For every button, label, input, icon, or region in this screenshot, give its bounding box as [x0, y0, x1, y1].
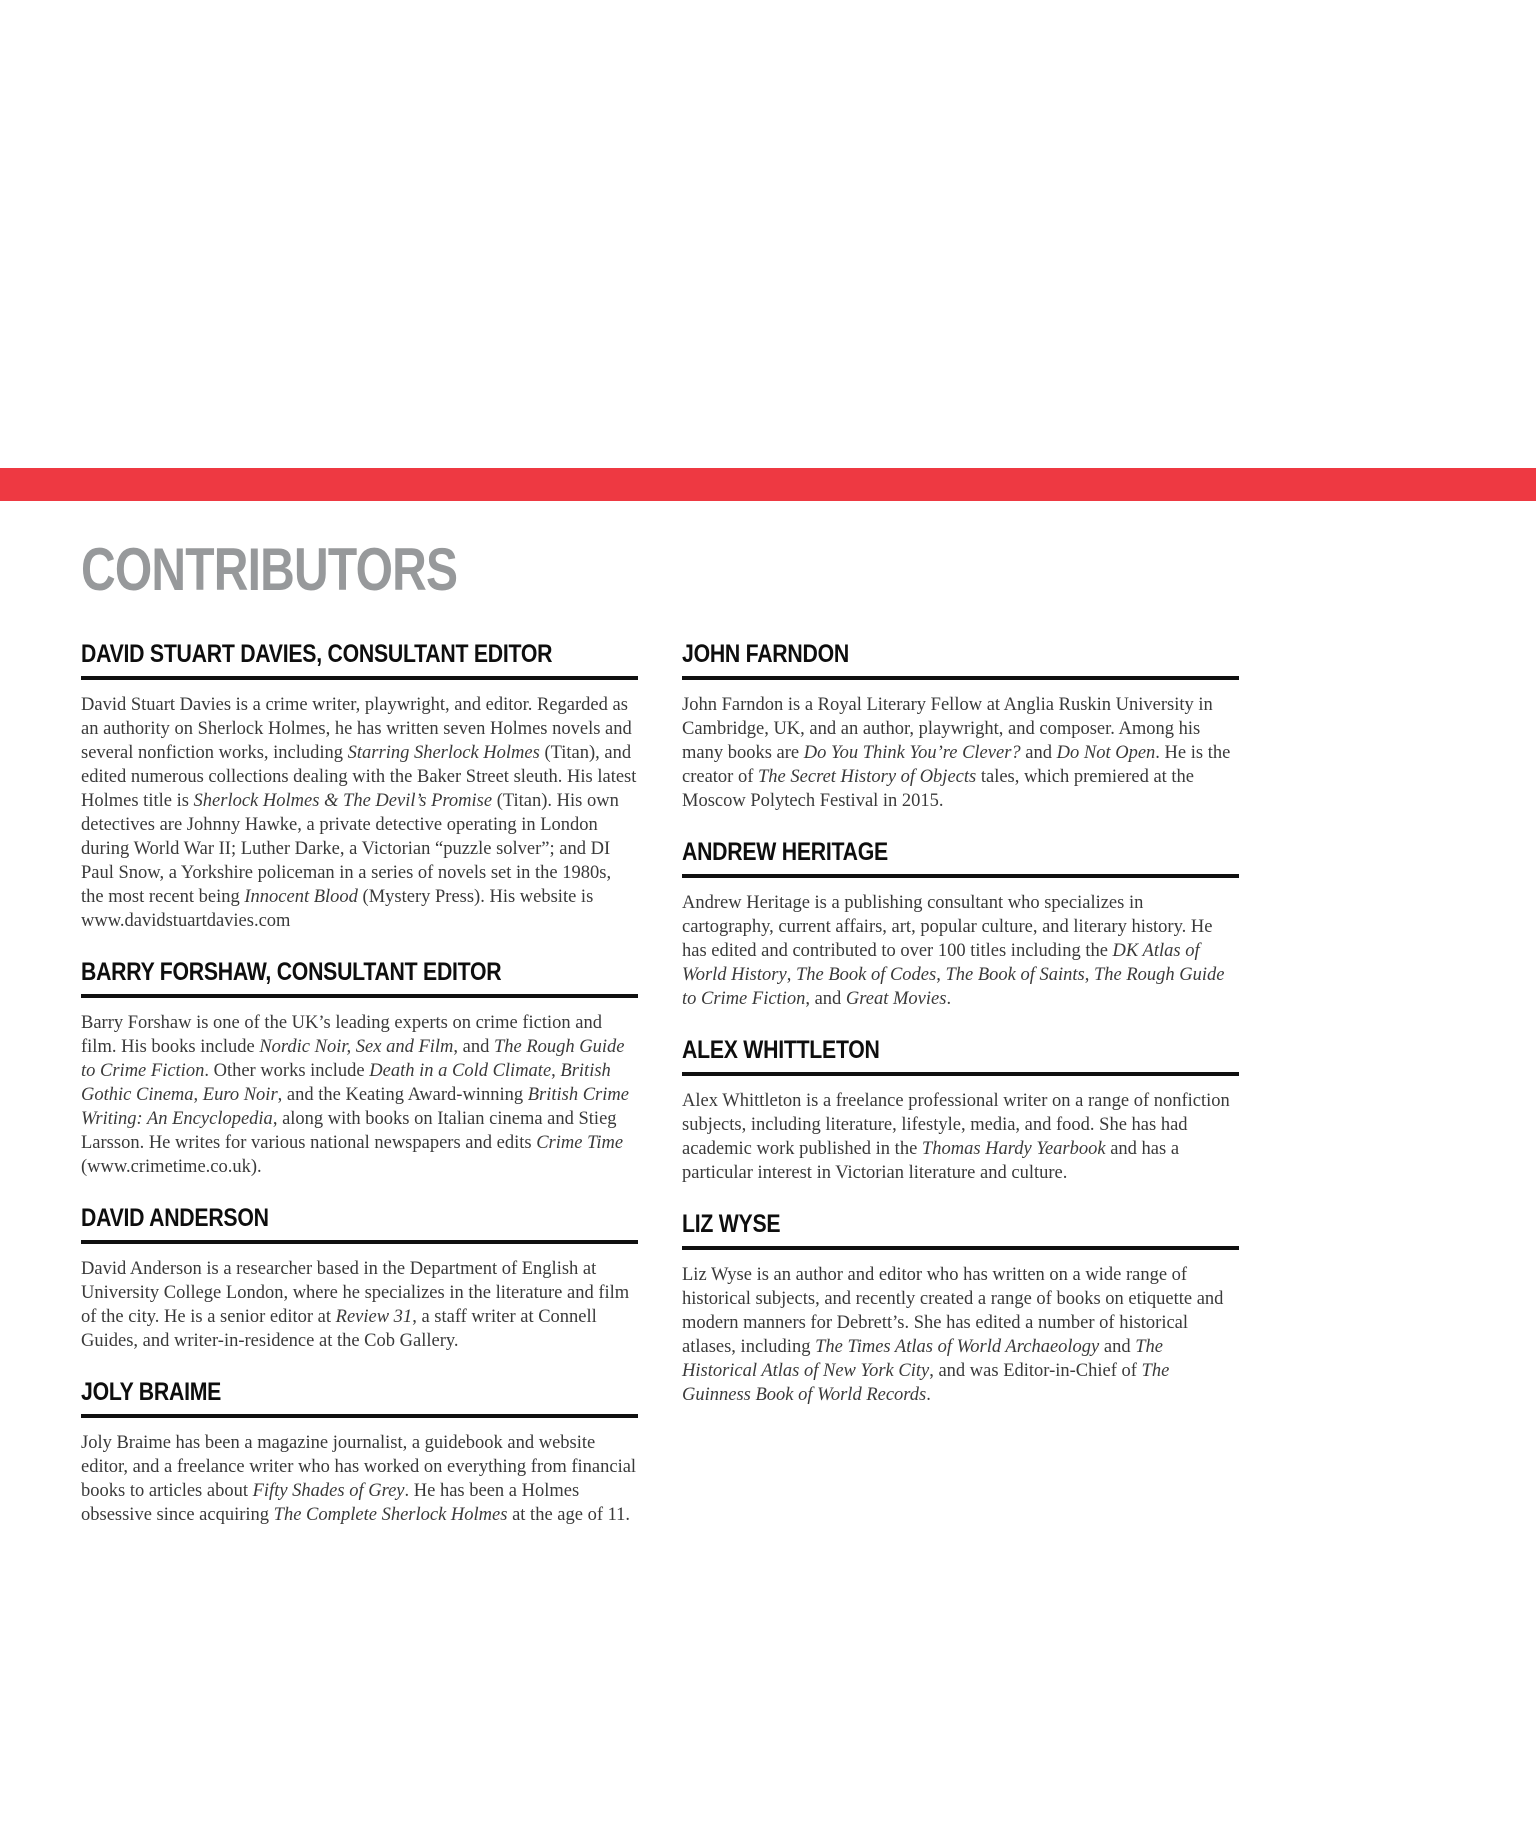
red-accent-band: [0, 468, 1536, 501]
contributor-name-heading: JOHN FARNDON: [682, 640, 849, 668]
contributor-name-heading: LIZ WYSE: [682, 1210, 781, 1238]
contributor-name-heading: ALEX WHITTLETON: [682, 1036, 880, 1064]
contributor-name-heading: DAVID STUART DAVIES, CONSULTANT EDITOR: [81, 640, 553, 668]
contributor-name-heading: ANDREW HERITAGE: [682, 838, 888, 866]
page-title: CONTRIBUTORS: [81, 536, 458, 603]
contributor-bio: Liz Wyse is an author and editor who has written on a wide range of historical subjects, and recently created a range of books on etiquette and modern manners for Debrett’s. She has edited a number of historical atlases, including The Times Atlas of World Archaeology and The Historical Atlas of New York City, and was Editor-in-Chief of The Guinness Book of World Records.: [682, 1265, 1224, 1405]
section-barry-forshaw: [81, 960, 638, 1179]
heading-rule: [682, 676, 1239, 680]
contributor-bio: David Stuart Davies is a crime writer, playwright, and editor. Regarded as an authority on Sherlock Holmes, he has written seven Holmes novels and several nonfiction works, including Starring Sherlock Holmes (Titan), and edited numerous collections dealing with the Baker Street sleuth. His latest Holmes title is Sherlock Holmes & The Devil’s Promise (Titan). His own detectives are Johnny Hawke, a private detective operating in London during World War II; Luther Darke, a Victorian “puzzle solver”; and DI Paul Snow, a Yorkshire policeman in a series of novels set in the 1980s, the most recent being Innocent Blood (Mystery Press). His website is www.davidstuartdavies.com: [81, 695, 637, 931]
contributor-bio: Barry Forshaw is one of the UK’s leading experts on crime fiction and film. His books include Nordic Noir, Sex and Film, and The Rough Guide to Crime Fiction. Other works include Death in a Cold Climate, British Gothic Cinema, Euro Noir, and the Keating Award-winning British Crime Writing: An Encyclopedia, along with books on Italian cinema and Stieg Larsson. He writes for various national newspapers and edits Crime Time (www.crimetime.co.uk).: [81, 1013, 629, 1177]
section-liz-wyse: [682, 1212, 1239, 1407]
page-content: [81, 536, 1239, 1554]
section-david-anderson: [81, 1206, 638, 1353]
heading-rule: [682, 1246, 1239, 1250]
contributor-bio: Andrew Heritage is a publishing consultant who specializes in cartography, current affairs, art, popular culture, and literary history. He has edited and contributed to over 100 titles including the DK Atlas of World History, The Book of Codes, The Book of Saints, The Rough Guide to Crime Fiction, and Great Movies.: [682, 893, 1225, 1009]
section-david-stuart-davies: [81, 642, 638, 933]
heading-rule: [81, 994, 638, 998]
two-column-layout: [81, 642, 1239, 1554]
contributor-name-heading: BARRY FORSHAW, CONSULTANT EDITOR: [81, 958, 502, 986]
heading-rule: [81, 1240, 638, 1244]
heading-rule: [682, 1072, 1239, 1076]
heading-rule: [682, 874, 1239, 878]
right-column: [682, 642, 1239, 1554]
section-alex-whittleton: [682, 1038, 1239, 1185]
heading-rule: [81, 676, 638, 680]
heading-rule: [81, 1414, 638, 1418]
left-column: [81, 642, 638, 1554]
section-joly-braime: [81, 1380, 638, 1527]
section-john-farndon: [682, 642, 1239, 813]
contributor-bio: John Farndon is a Royal Literary Fellow at Anglia Ruskin University in Cambridge, UK, and an author, playwright, and composer. Among his many books are Do You Think You’re Clever? and Do Not Open. He is the creator of The Secret History of Objects tales, which premiered at the Moscow Polytech Festival in 2015.: [682, 695, 1231, 811]
contributor-bio: David Anderson is a researcher based in the Department of English at University College London, where he specializes in the literature and film of the city. He is a senior editor at Review 31, a staff writer at Connell Guides, and writer-in-residence at the Cob Gallery.: [81, 1259, 630, 1351]
contributor-bio: Joly Braime has been a magazine journalist, a guidebook and website editor, and a freelance writer who has worked on everything from financial books to articles about Fifty Shades of Grey. He has been a Holmes obsessive since acquiring The Complete Sherlock Holmes at the age of 11.: [81, 1433, 637, 1525]
section-andrew-heritage: [682, 840, 1239, 1011]
contributor-name-heading: DAVID ANDERSON: [81, 1204, 269, 1232]
contributor-name-heading: JOLY BRAIME: [81, 1378, 222, 1406]
contributor-bio: Alex Whittleton is a freelance professional writer on a range of nonfiction subjects, including literature, lifestyle, media, and food. She has had academic work published in the Thomas Hardy Yearbook and has a particular interest in Victorian literature and culture.: [682, 1091, 1230, 1183]
